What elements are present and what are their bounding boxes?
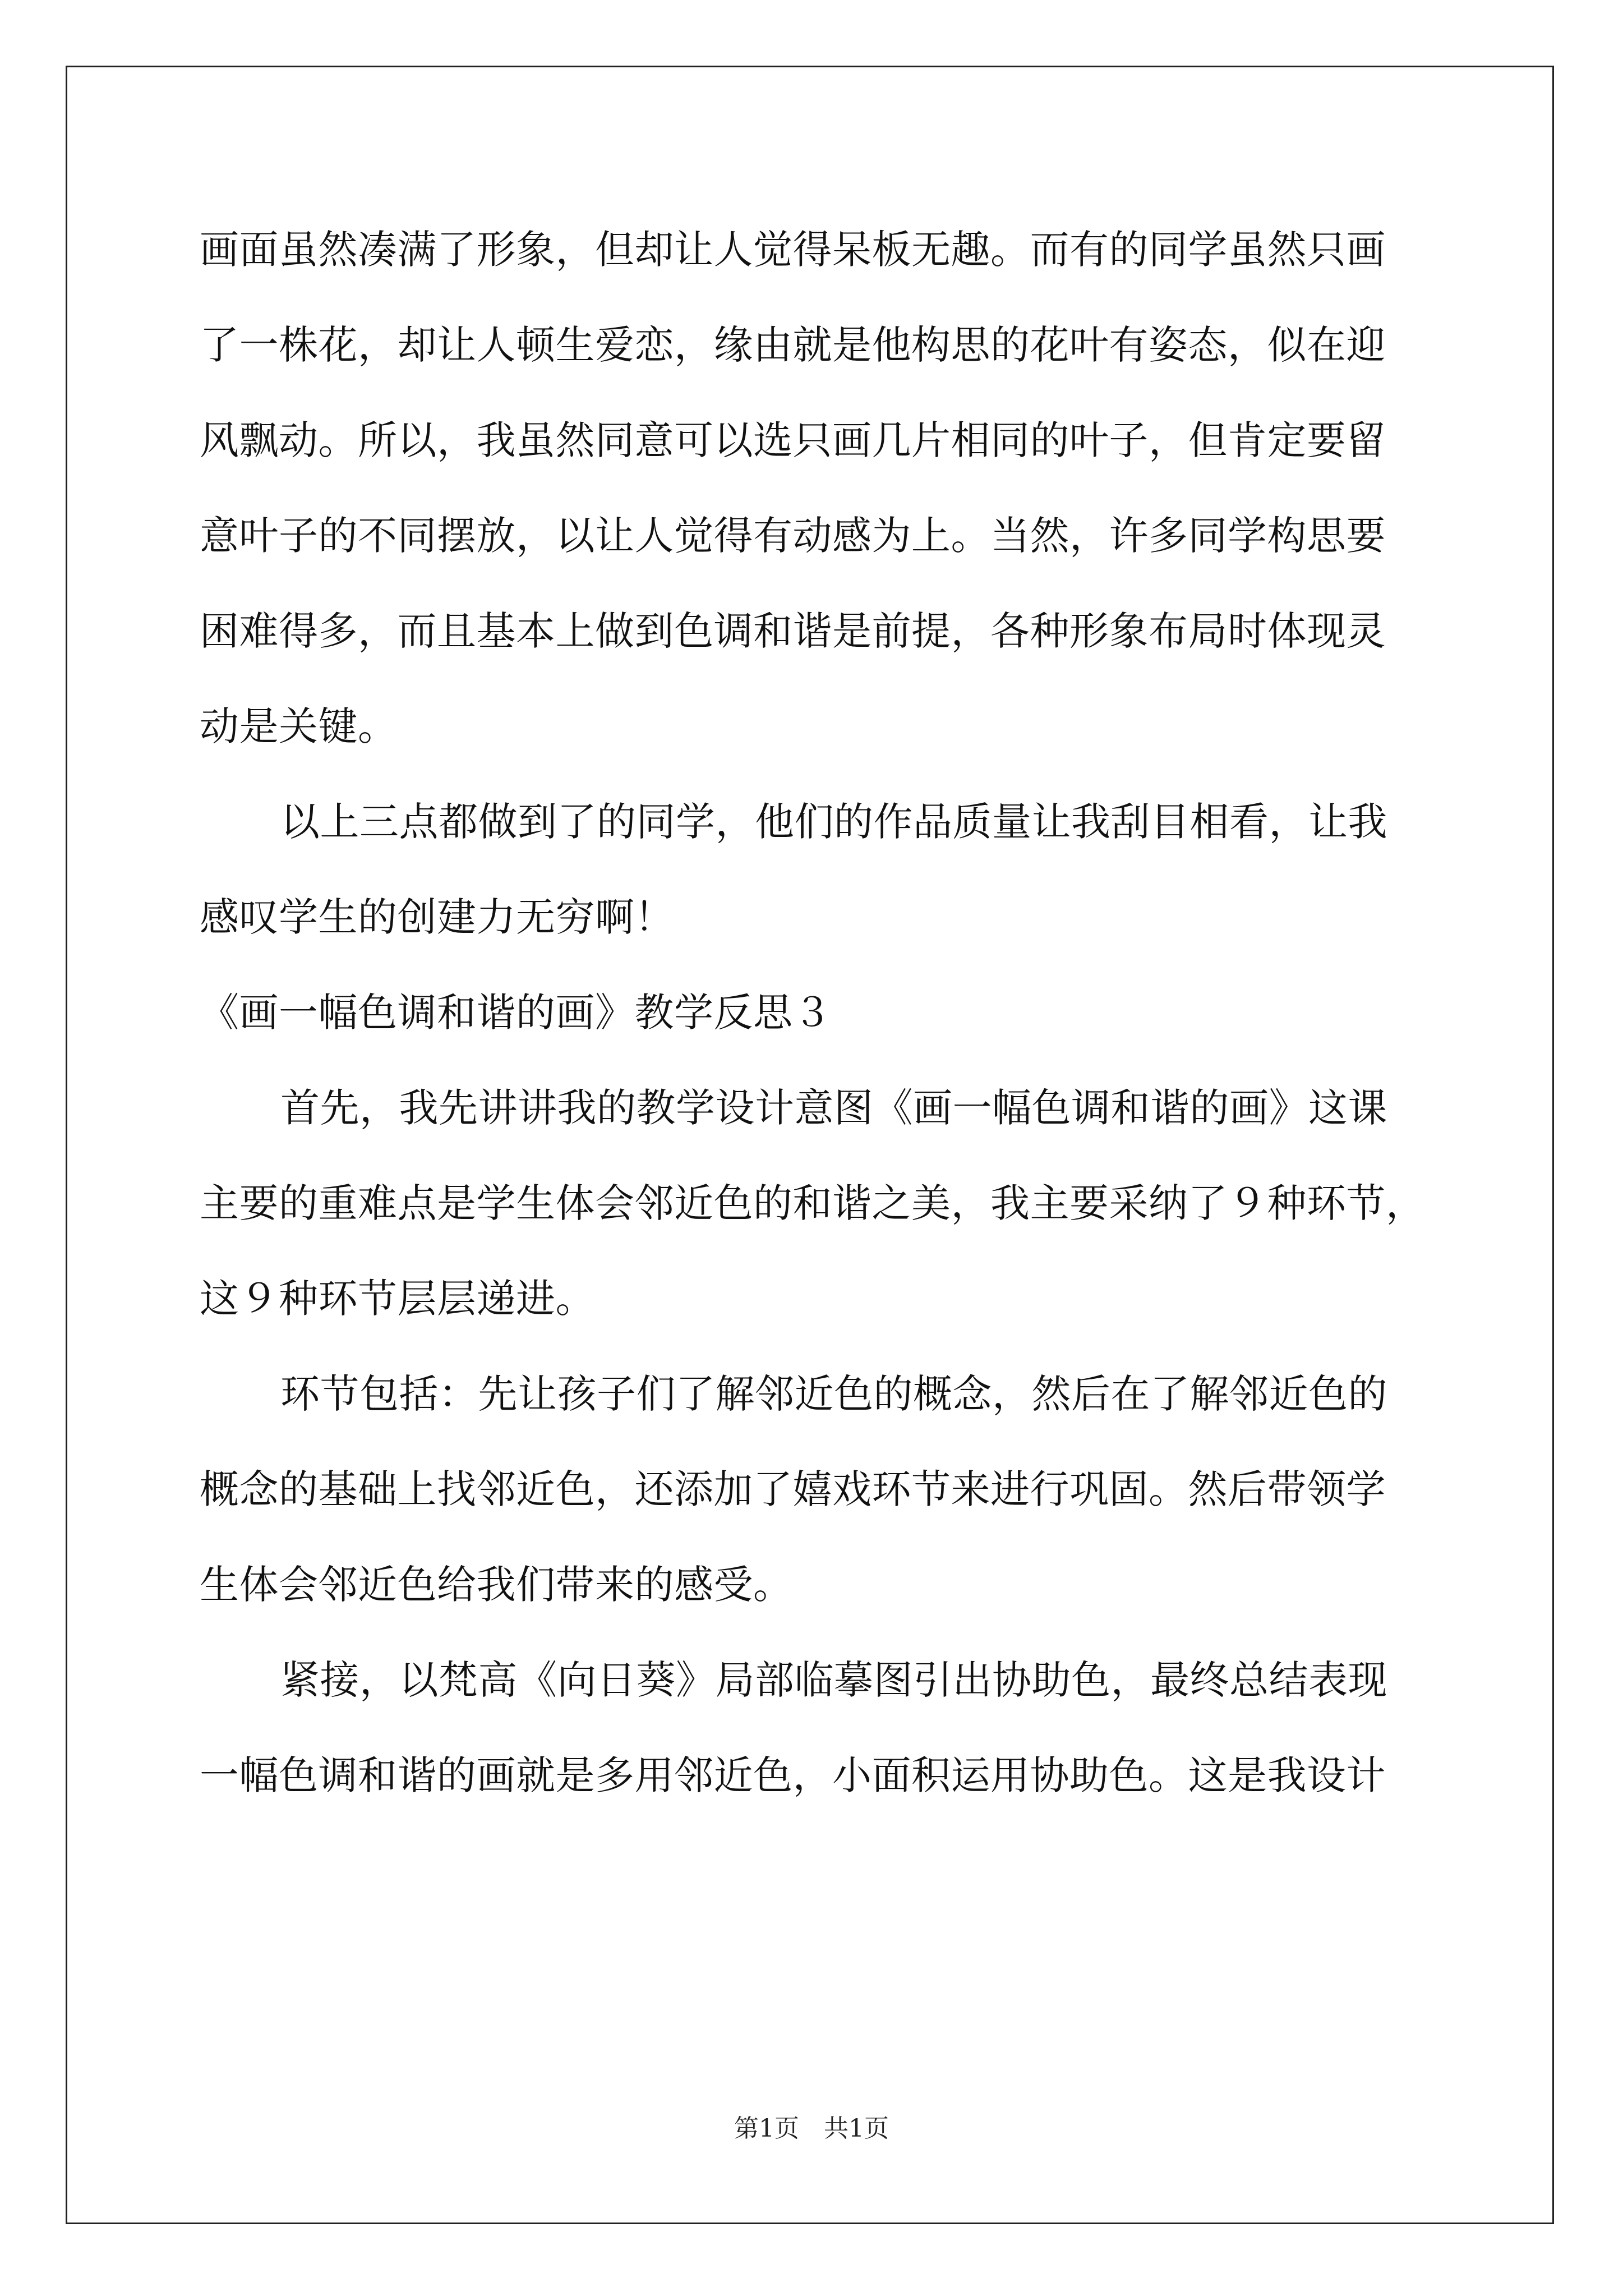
- page-number-footer: 第1页 共1页: [734, 2114, 889, 2143]
- body-text-line: 感叹学生的创建力无穷啊！: [200, 894, 674, 940]
- body-text-line: 一幅色调和谐的画就是多用邻近色，小面积运用协助色。这是我设计: [200, 1752, 1386, 1798]
- body-text-line: 紧接，以梵高《向日葵》局部临摹图引出协助色，最终总结表现: [280, 1657, 1387, 1703]
- body-text-line: 概念的基础上找邻近色，还添加了嬉戏环节来进行巩固。然后带领学: [200, 1466, 1386, 1512]
- body-text-line: 生体会邻近色给我们带来的感受。: [200, 1562, 793, 1608]
- body-text-line: 环节包括：先让孩子们了解邻近色的概念，然后在了解邻近色的: [280, 1371, 1387, 1417]
- page-border: [66, 66, 1554, 2224]
- body-text-line: 这９种环节层层递进。: [200, 1276, 595, 1322]
- body-text-line: 动是关键。: [200, 703, 398, 749]
- body-text-line: 意叶子的不同摆放，以让人觉得有动感为上。当然，许多同学构思要: [200, 513, 1386, 559]
- body-text-line: 了一株花，却让人顿生爱恋，缘由就是他构思的花叶有姿态，似在迎: [200, 322, 1386, 368]
- body-text-line: 困难得多，而且基本上做到色调和谐是前提，各种形象布局时体现灵: [200, 608, 1386, 654]
- body-text-line: 首先，我先讲讲我的教学设计意图《画一幅色调和谐的画》这课: [280, 1085, 1387, 1131]
- body-text-line: 以上三点都做到了的同学，他们的作品质量让我刮目相看，让我: [280, 799, 1387, 845]
- body-text-line: 画面虽然凑满了形象，但却让人觉得呆板无趣。而有的同学虽然只画: [200, 227, 1386, 273]
- body-text-line: 风飘动。所以，我虽然同意可以选只画几片相同的叶子，但肯定要留: [200, 417, 1386, 463]
- section-heading: 《画一幅色调和谐的画》教学反思３: [200, 990, 832, 1036]
- body-text-line: 主要的重难点是学生体会邻近色的和谐之美，我主要采纳了９种环节，: [200, 1180, 1426, 1226]
